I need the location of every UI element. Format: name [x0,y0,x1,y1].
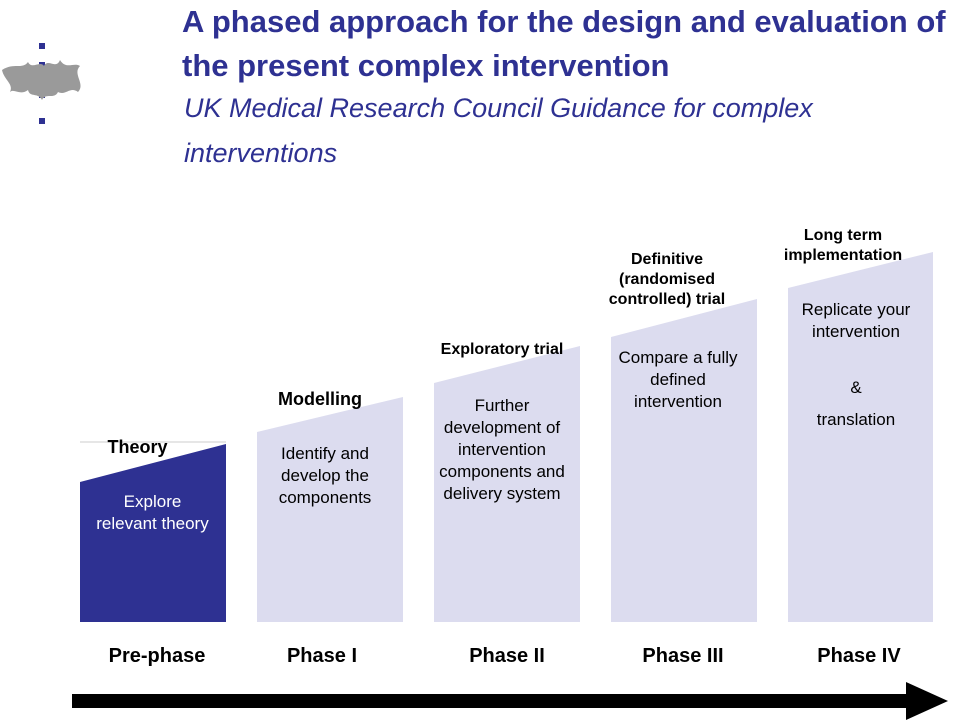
modelling-heading: Modelling [278,389,362,409]
implementation-heading: Long term implementation [783,227,903,264]
theory-body: Explore relevant theory [96,492,209,533]
phase-label-pre: Pre-phase [108,645,206,667]
implementation-translation: translation [816,410,896,429]
definitive-trial-body: Compare a fully defined intervention [618,348,738,411]
phase-label-1: Phase I [286,645,358,667]
phase-label-3: Phase III [642,645,724,667]
modelling-body: Identify and develop the components [278,444,372,507]
implementation-body: Replicate your intervention [801,300,911,341]
theory-heading: Theory [107,437,168,457]
phase-label-2: Phase II [469,645,545,667]
implementation-ampersand: & [850,378,862,397]
page-title: A phased approach for the design and evaluation of the present complex intervention [182,4,946,83]
page-subtitle: UK Medical Research Council Guidance for complex interventions [184,93,813,168]
exploratory-trial-body: Further development of intervention components and delivery system [439,396,565,503]
arrow-right-icon [72,682,948,720]
definitive-trial-heading: Definitive (randomised controlled) trial [608,251,726,308]
phase-label-4: Phase IV [817,645,901,667]
exploratory-trial-heading: Exploratory trial [440,341,564,358]
modelling-block [257,397,403,622]
